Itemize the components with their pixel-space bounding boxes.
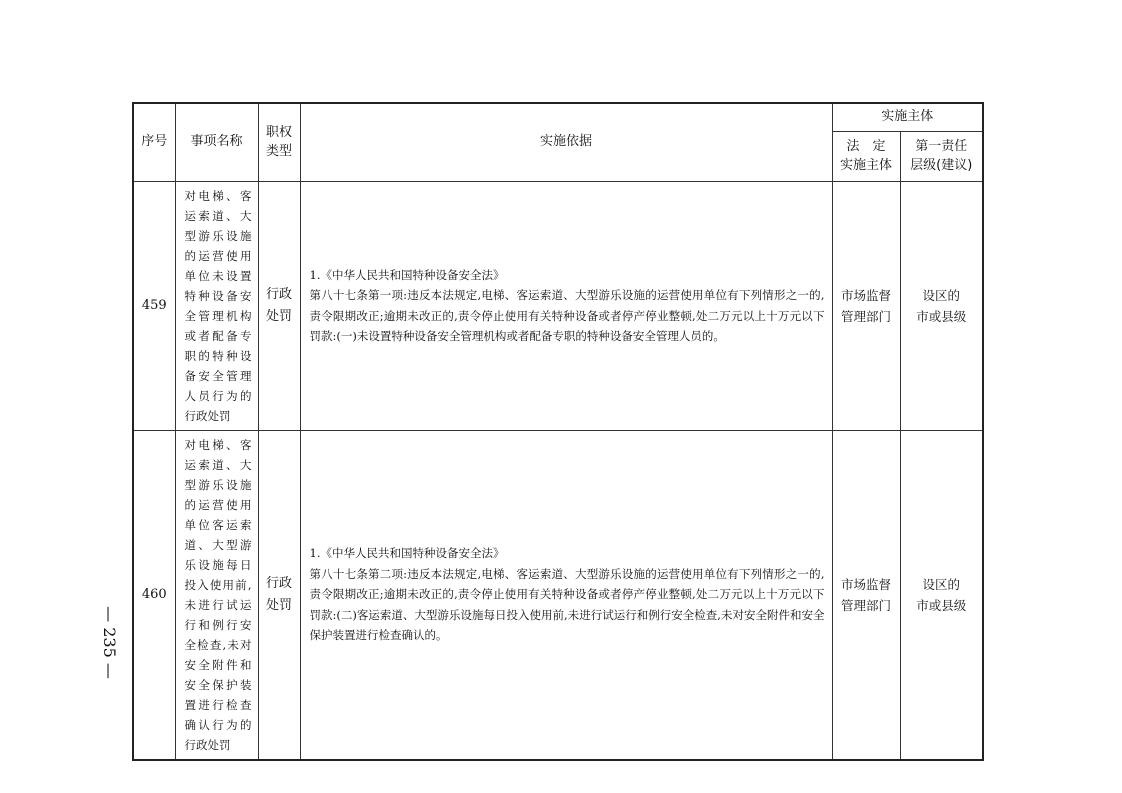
enforcement-table (132, 102, 984, 761)
header-subject-group: 实施主体 (832, 103, 983, 131)
header-no: 序号 (133, 103, 175, 181)
header-name: 事项名称 (175, 103, 258, 181)
basis-text: 第八十七条第二项:违反本法规定,电梯、客运索道、大型游乐设施的运营使用单位有下列情形之一的,责令限期改正;逾期未改正的,责令停止使用有关特种设备或者停产停业整顿,处二万元以上十万元以下罚款:(二)客运索道、大型游乐设施每日投入使用前,未进行试运行和例行安全检查,未对安全附件和安全保护装置进行检查确认的。 (309, 566, 825, 643)
responsibility-level: 设区的 市或县级 (900, 181, 983, 430)
row-number: 460 (133, 430, 175, 760)
authority-type: 行政 处罚 (258, 430, 300, 760)
row-number: 459 (133, 181, 175, 430)
item-name: 对电梯、客运索道、大型游乐设施的运营使用单位未设置特种设备安全管理机构或者配备专职的特种设备安全管理人员行为的行政处罚 (175, 181, 258, 430)
header-legal-subject: 法 定 实施主体 (832, 131, 900, 181)
authority-type: 行政 处罚 (258, 181, 300, 430)
legal-basis (300, 181, 832, 430)
page-number: — 235 — (99, 605, 119, 679)
header-row-1 (133, 103, 983, 131)
header-basis: 实施依据 (300, 103, 832, 181)
header-first-responsibility: 第一责任 层级(建议) (900, 131, 983, 181)
legal-basis (300, 430, 832, 760)
legal-subject: 市场监督 管理部门 (832, 430, 900, 760)
responsibility-level: 设区的 市或县级 (900, 430, 983, 760)
table-row (133, 430, 983, 760)
basis-title: 1.《中华人民共和国特种设备安全法》 (309, 267, 505, 282)
basis-text: 第八十七条第一项:违反本法规定,电梯、客运索道、大型游乐设施的运营使用单位有下列情形之一的,责令限期改正;逾期未改正的,责令停止使用有关特种设备或者停产停业整顿,处二万元以上十万元以下罚款:(一)未设置特种设备安全管理机构或者配备专职的特种设备安全管理人员的。 (309, 288, 825, 343)
table-row (133, 181, 983, 430)
item-name: 对电梯、客运索道、大型游乐设施的运营使用单位客运索道、大型游乐设施每日投入使用前,未进行试运行和例行安全检查,未对安全附件和安全保护装置进行检查确认行为的行政处罚 (175, 430, 258, 760)
legal-subject: 市场监督 管理部门 (832, 181, 900, 430)
header-type: 职权类型 (258, 103, 300, 181)
basis-title: 1.《中华人民共和国特种设备安全法》 (309, 546, 505, 561)
